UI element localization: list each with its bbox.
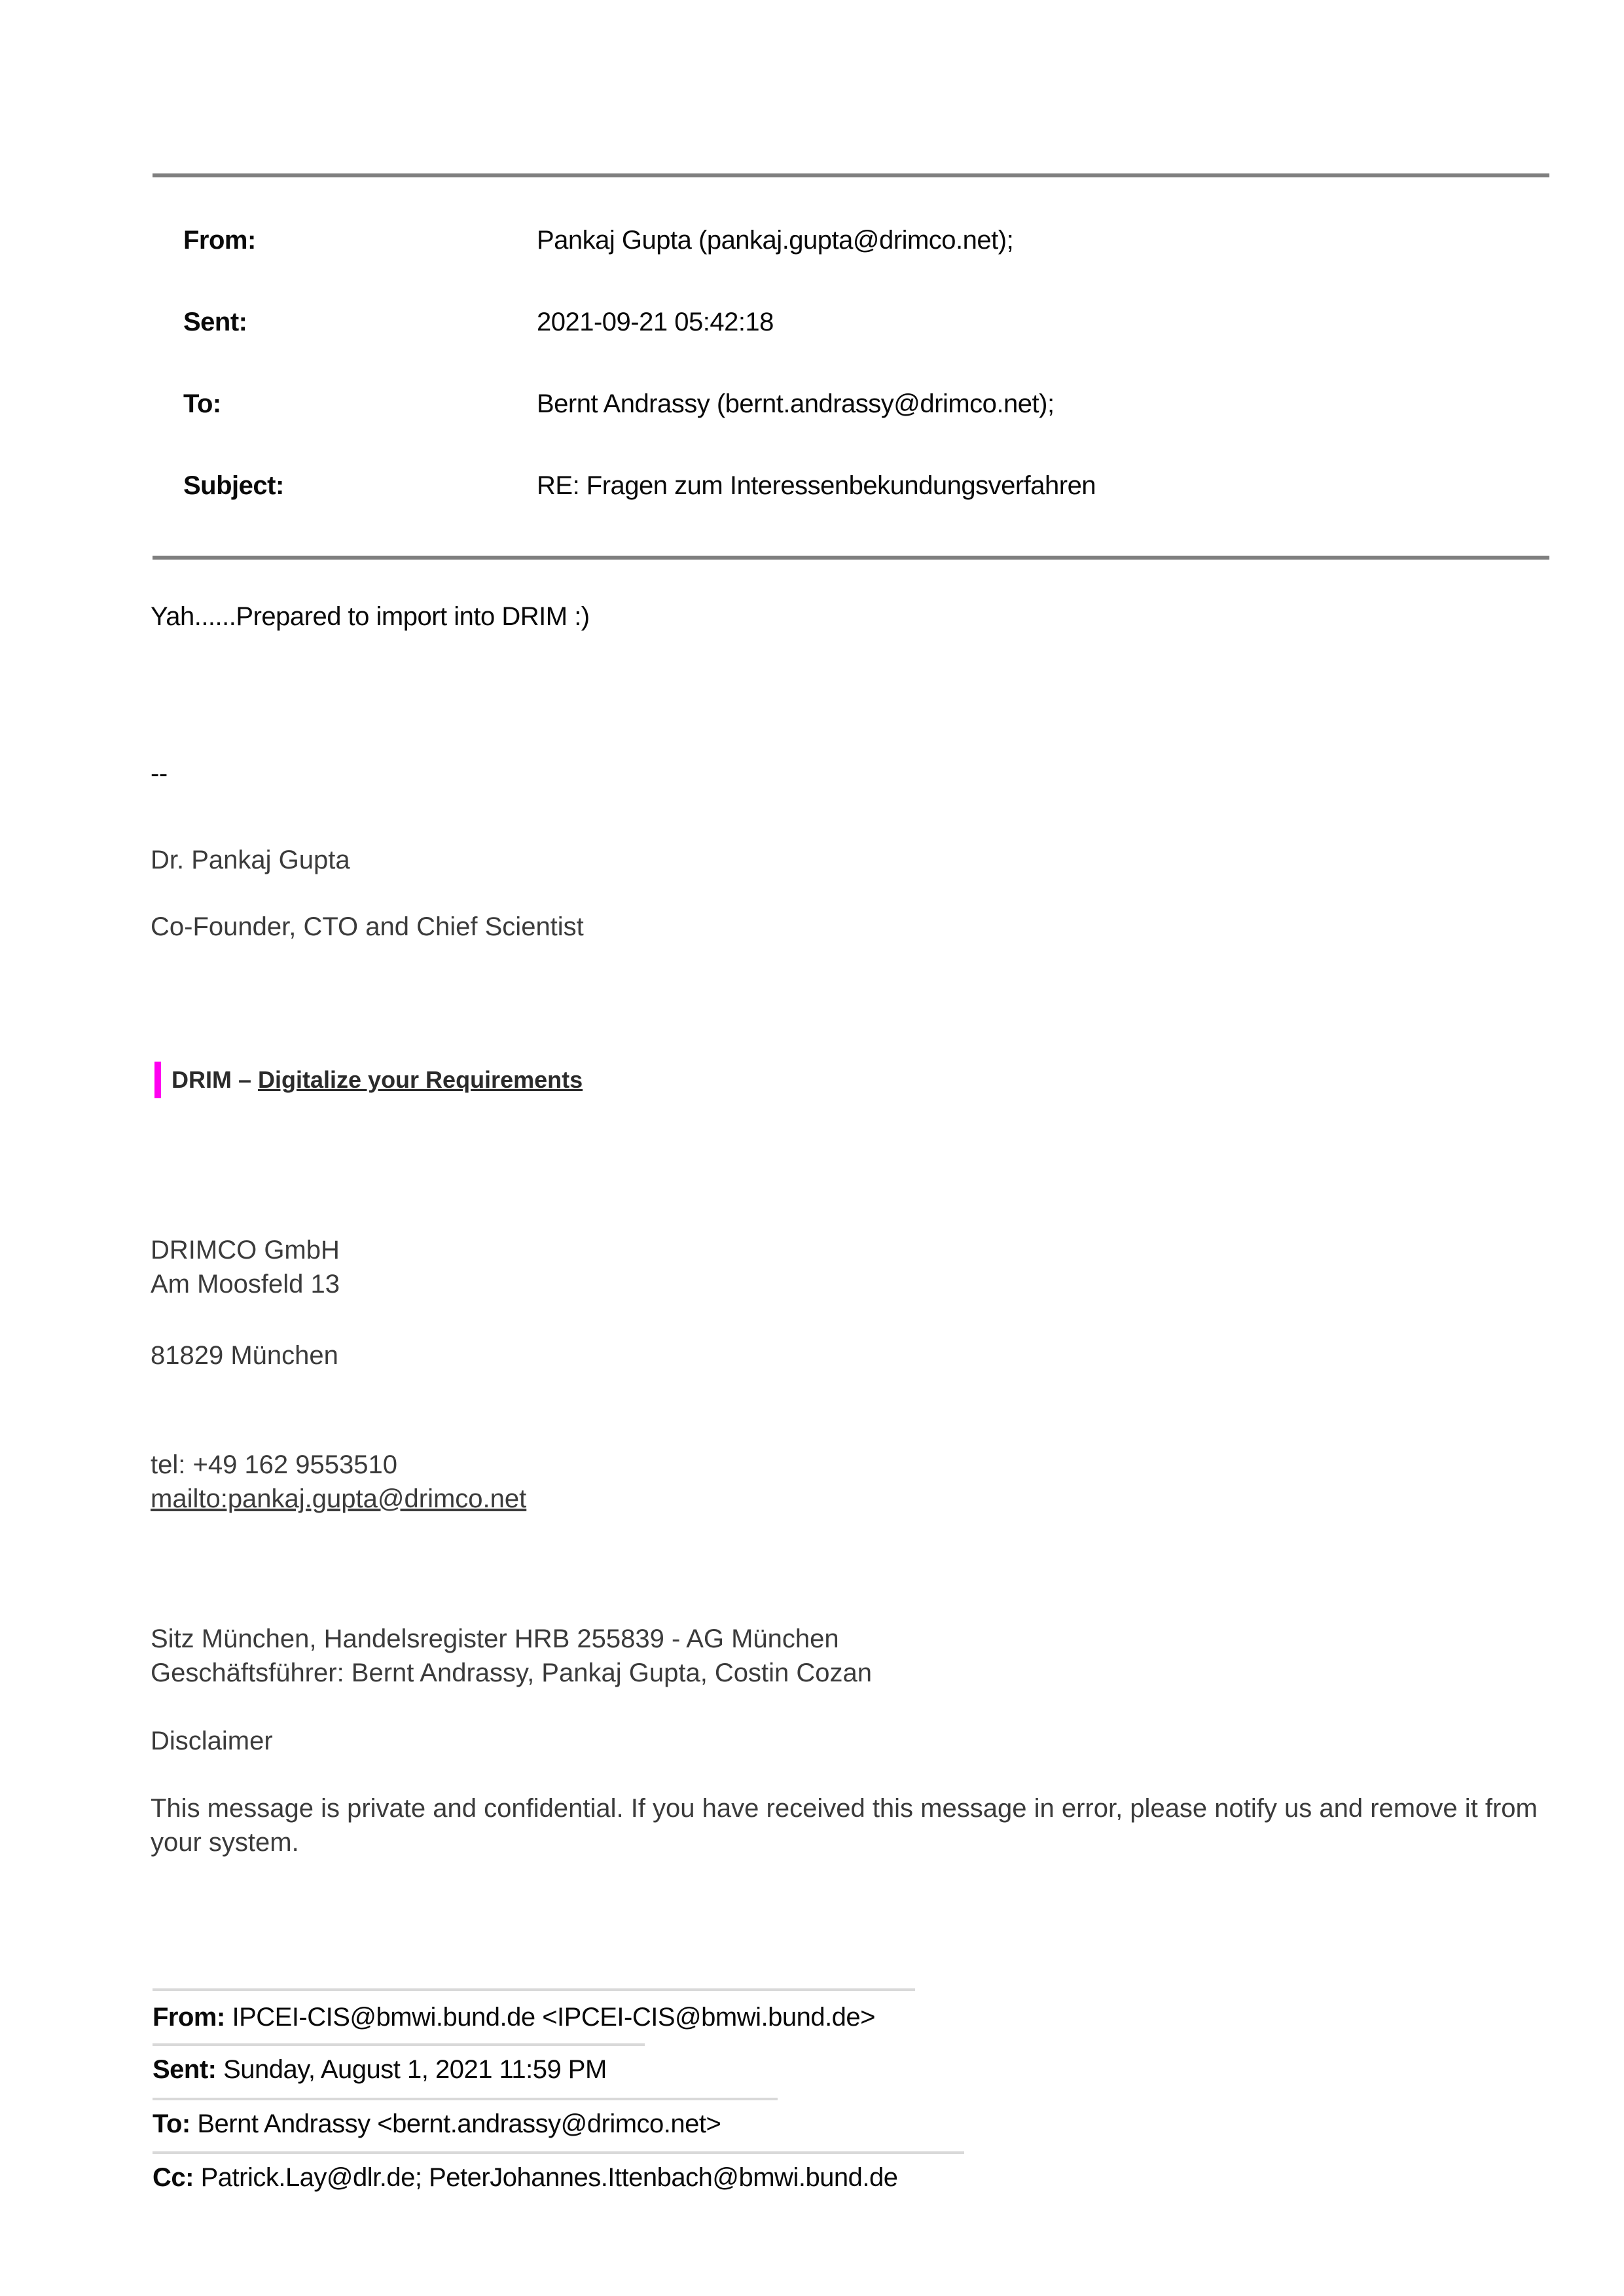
- header-top-divider: [153, 173, 1549, 177]
- message-body-text: Yah......Prepared to import into DRIM :): [151, 602, 590, 631]
- signature-company-block: [151, 1233, 340, 1301]
- brand-slogan-link[interactable]: Digitalize your Requirements: [258, 1066, 583, 1093]
- quoted-to-label: To:: [153, 2109, 190, 2138]
- quoted-sent-value: Sunday, August 1, 2021 11:59 PM: [223, 2055, 607, 2084]
- quoted-row-from: [153, 2003, 875, 2032]
- quoted-cc-label: Cc:: [153, 2163, 194, 2192]
- registry-line2: Geschäftsführer: Bernt Andrassy, Pankaj Gupta, Costin Cozan: [151, 1659, 873, 1687]
- signature-title: Co-Founder, CTO and Chief Scientist: [151, 912, 584, 941]
- from-value: Pankaj Gupta (pankaj.gupta@drimco.net);: [537, 226, 1014, 255]
- signature-email-link[interactable]: mailto:pankaj.gupta@drimco.net: [151, 1484, 527, 1513]
- signature-street: Am Moosfeld 13: [151, 1270, 340, 1299]
- quoted-sent-label: Sent:: [153, 2055, 217, 2084]
- header-bottom-divider: [153, 556, 1549, 560]
- quoted-cc-value: Patrick.Lay@dlr.de; PeterJohannes.Ittenbach@bmwi.bund.de: [200, 2163, 898, 2192]
- quoted-from-label: From:: [153, 2003, 225, 2032]
- signature-separator: --: [151, 759, 168, 788]
- brand-line: [154, 1062, 583, 1098]
- quoted-to-value: Bernt Andrassy <bernt.andrassy@drimco.net>: [197, 2109, 721, 2138]
- signature-city: 81829 München: [151, 1341, 338, 1370]
- signature-phone: tel: +49 162 9553510: [151, 1450, 398, 1479]
- to-label: To:: [183, 389, 221, 418]
- header-row-subject: [183, 471, 1096, 501]
- quoted-divider-3: [153, 2098, 778, 2100]
- signature-name: Dr. Pankaj Gupta: [151, 846, 350, 874]
- sent-label: Sent:: [183, 308, 247, 336]
- brand-text: [171, 1066, 583, 1094]
- disclaimer-heading: Disclaimer: [151, 1727, 273, 1755]
- quoted-row-cc: [153, 2163, 898, 2193]
- quoted-from-value: IPCEI-CIS@bmwi.bund.de <IPCEI-CIS@bmwi.bund.de>: [232, 2003, 876, 2032]
- sent-value: 2021-09-21 05:42:18: [537, 308, 774, 336]
- to-value: Bernt Andrassy (bernt.andrassy@drimco.net);: [537, 389, 1055, 418]
- quoted-row-to: [153, 2109, 721, 2139]
- quoted-divider-2: [153, 2043, 645, 2046]
- header-row-to: [183, 389, 1055, 419]
- from-label: From:: [183, 226, 256, 255]
- signature-registry-block: [151, 1622, 872, 1690]
- quoted-row-sent: [153, 2055, 607, 2085]
- subject-label: Subject:: [183, 471, 284, 500]
- quoted-divider-1: [153, 1988, 915, 1991]
- signature-company: DRIMCO GmbH: [151, 1236, 340, 1265]
- quoted-divider-4: [153, 2151, 964, 2154]
- header-row-sent: [183, 308, 774, 337]
- brand-accent-bar: [154, 1062, 161, 1098]
- brand-prefix: DRIM –: [171, 1066, 259, 1093]
- header-row-from: [183, 226, 1013, 255]
- registry-line1: Sitz München, Handelsregister HRB 255839 - AG München: [151, 1624, 839, 1653]
- disclaimer-text: This message is private and confidential. If you have received this message in error, please notify us and remove it from your system.: [151, 1794, 1538, 1857]
- signature-contact-block: [151, 1448, 526, 1516]
- subject-value: RE: Fragen zum Interessenbekundungsverfahren: [537, 471, 1096, 500]
